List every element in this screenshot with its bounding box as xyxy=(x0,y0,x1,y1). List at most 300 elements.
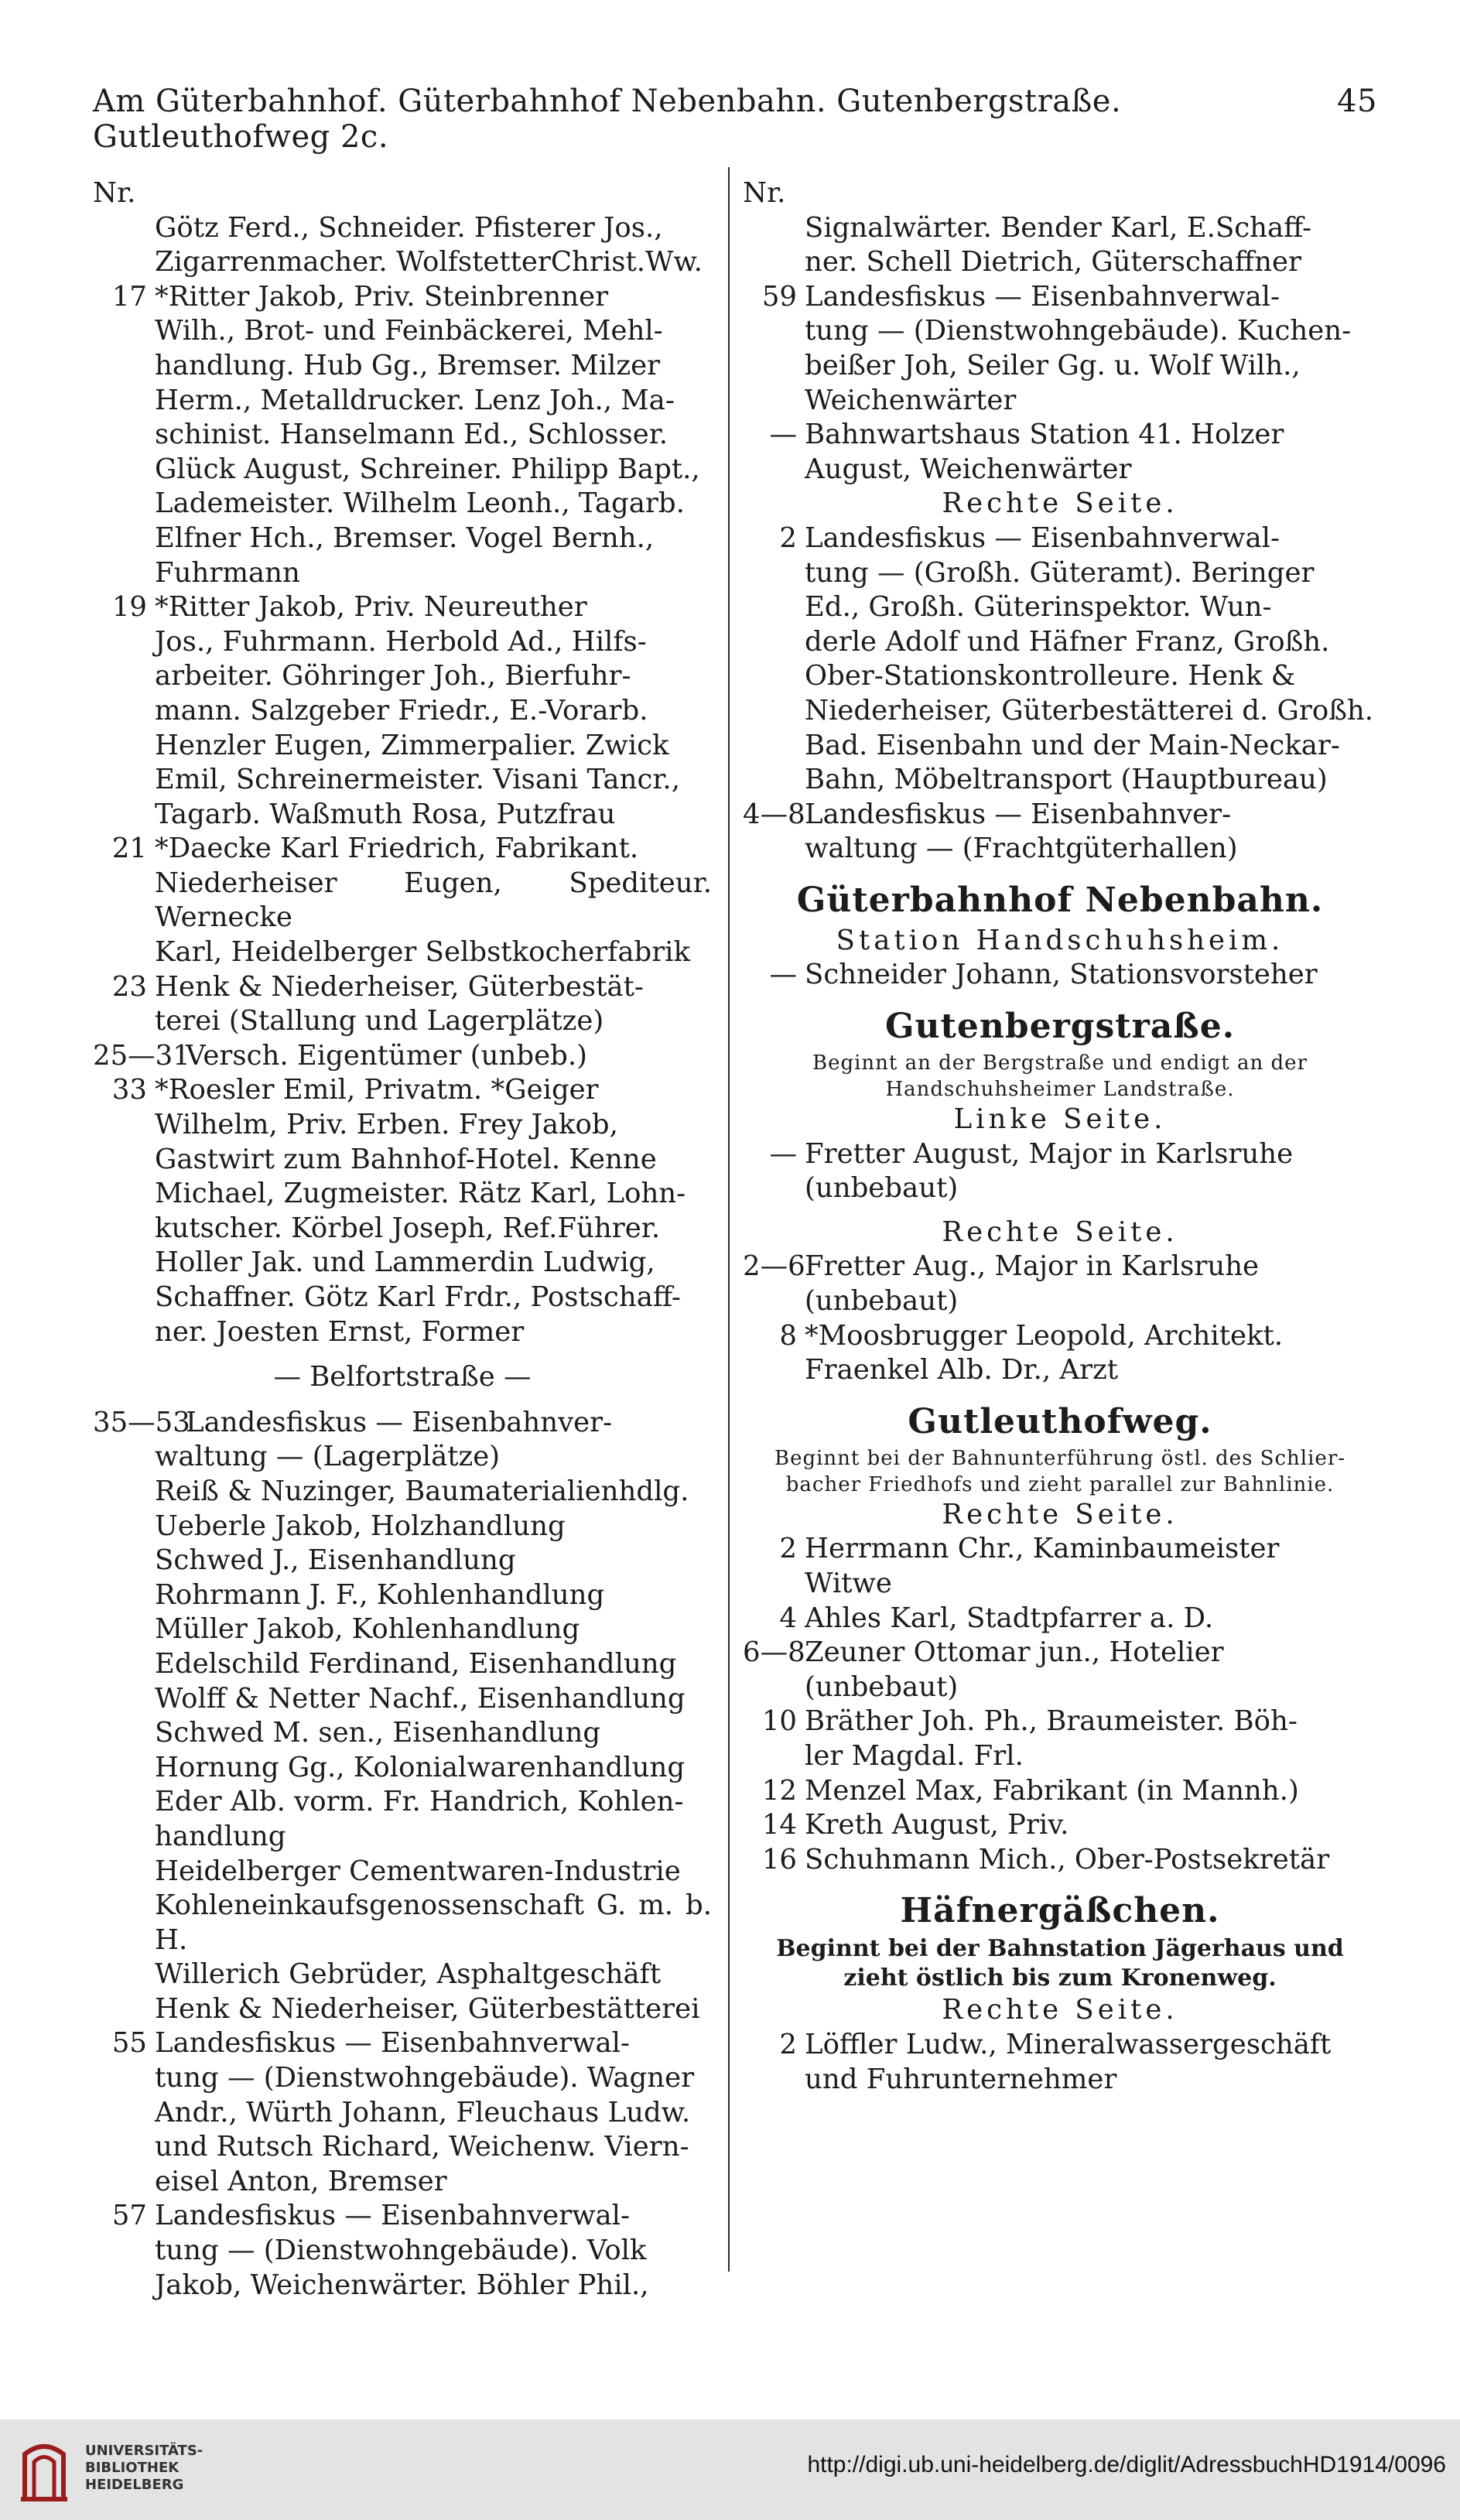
entry-line xyxy=(743,314,1377,349)
entry-text: (unbebaut) xyxy=(805,1172,959,1205)
house-number: 8 xyxy=(779,1319,797,1352)
house-number: 2—6 xyxy=(743,1250,805,1283)
house-number xyxy=(93,453,155,487)
house-number xyxy=(93,935,155,970)
house-number xyxy=(93,2234,155,2269)
entry-text: Karl, Heidelberger Selbstkocherfabrik xyxy=(155,936,691,969)
entry-line xyxy=(93,349,712,384)
entry-line xyxy=(93,1510,712,1544)
entry-text: Schneider Johann, Stationsvorsteher xyxy=(805,959,1318,991)
entry-line xyxy=(93,453,712,487)
entry-line xyxy=(743,590,1377,625)
house-number xyxy=(93,2269,155,2303)
entry-line xyxy=(93,832,712,867)
entry-text: Lademeister. Wilhelm Leonh., Tagarb. xyxy=(155,487,685,520)
library-name-line: HEIDELBERG xyxy=(85,2477,184,2493)
entry-text: Kreth August, Priv. xyxy=(805,1809,1069,1841)
entry-text: handlung xyxy=(155,1820,286,1852)
house-number xyxy=(743,349,805,384)
entry-line xyxy=(93,694,712,729)
entry-line xyxy=(93,1992,712,2027)
entry-text: Willerich Gebrüder, Asphaltgeschäft xyxy=(155,1958,662,1991)
entry-line xyxy=(93,1246,712,1281)
entry-line xyxy=(93,211,712,246)
entry-line xyxy=(93,1073,712,1108)
right-entries-2 xyxy=(743,521,1377,867)
entry-line xyxy=(743,349,1377,384)
entry-line xyxy=(93,487,712,521)
side-heading: Rechte Seite. xyxy=(942,487,1178,520)
entry-line xyxy=(93,418,712,453)
entry-text: Landesfiskus — Eisenbahnver- xyxy=(186,1406,613,1438)
entry-text: Henk & Niederheiser, Güterbestät- xyxy=(155,970,644,1003)
house-number xyxy=(93,314,155,349)
entry-line xyxy=(743,729,1377,764)
entry-line xyxy=(743,1602,1377,1636)
entry-text: handlung. Hub Gg., Bremser. Milzer xyxy=(155,349,661,381)
entry-text: kutscher. Körbel Joseph, Ref.Führer. xyxy=(155,1212,661,1244)
house-number xyxy=(93,1958,155,1992)
street-note: Beginnt bei der Bahnunterführung östl. des Schlier- xyxy=(774,1446,1346,1470)
house-number: — xyxy=(769,419,797,451)
footer-bar xyxy=(0,2419,1460,2520)
street-heading: Gutenbergstraße. xyxy=(884,1007,1236,1047)
entry-line xyxy=(743,1739,1377,1774)
entry-text: Michael, Zugmeister. Rätz Karl, Lohn- xyxy=(155,1178,686,1210)
entry-text: Herrmann Chr., Kaminbaumeister xyxy=(805,1533,1280,1565)
entry-text: Reiß & Nuzinger, Baumaterialienhdlg. xyxy=(155,1475,689,1507)
house-number: 25—31 xyxy=(93,1039,190,1072)
house-number: 4 xyxy=(779,1602,797,1634)
entry-text: (unbebaut) xyxy=(805,1285,959,1318)
entry-text: Bahnwartshaus Station 41. Holzer xyxy=(805,419,1284,451)
house-number xyxy=(93,245,155,280)
entry-line xyxy=(93,1647,712,1682)
entry-text: Henk & Niederheiser, Güterbestätterei xyxy=(155,1992,700,2025)
entry-line xyxy=(93,1177,712,1212)
entry-line xyxy=(93,1820,712,1855)
house-number: 16 xyxy=(761,1843,797,1875)
house-number xyxy=(93,487,155,521)
entry-line xyxy=(93,1544,712,1578)
house-number xyxy=(743,832,805,867)
entry-text: und Fuhrunternehmer xyxy=(805,2063,1117,2095)
house-number: 59 xyxy=(761,280,797,313)
entry-line xyxy=(743,1843,1377,1878)
street-entries xyxy=(743,958,1377,993)
column-number-label: Nr. xyxy=(93,177,136,209)
house-number xyxy=(93,2130,155,2165)
left-entries-2 xyxy=(93,1406,712,2303)
entry-text: Niederheiser, Güterbestätterei d. Großh. xyxy=(805,694,1374,727)
house-number xyxy=(93,867,155,935)
entry-text: Elfner Hch., Bremser. Vogel Bernh., xyxy=(155,521,655,554)
entry-line xyxy=(93,1143,712,1178)
left-entries xyxy=(93,211,712,1350)
side-heading: Rechte Seite. xyxy=(942,1498,1178,1530)
house-number xyxy=(743,763,805,798)
entry-line xyxy=(743,1532,1377,1567)
entry-text: terei (Stallung und Lagerplätze) xyxy=(155,1005,604,1038)
house-number xyxy=(93,521,155,556)
entry-line xyxy=(743,625,1377,660)
entry-text: Holler Jak. und Lammerdin Ludwig, xyxy=(155,1246,655,1279)
side-heading: Rechte Seite. xyxy=(942,1216,1178,1248)
entry-line xyxy=(93,659,712,694)
entry-text: Fretter August, Major in Karlsruhe xyxy=(805,1137,1294,1170)
house-number: 12 xyxy=(761,1774,797,1807)
house-number: 14 xyxy=(761,1809,797,1841)
house-number xyxy=(93,1281,155,1315)
house-number xyxy=(743,1739,805,1774)
house-number: 23 xyxy=(111,970,147,1003)
street-entries xyxy=(743,1532,1377,1877)
house-number xyxy=(93,556,155,591)
entry-line xyxy=(743,556,1377,591)
house-number xyxy=(743,453,805,487)
house-number: — xyxy=(769,959,797,991)
entry-line xyxy=(743,1705,1377,1739)
entry-text: Jakob, Weichenwärter. Böhler Phil., xyxy=(155,2269,649,2301)
entry-text: Henzler Eugen, Zimmerpalier. Zwick xyxy=(155,729,669,761)
house-number xyxy=(93,729,155,764)
house-number xyxy=(93,1751,155,1786)
entry-line xyxy=(93,2234,712,2269)
house-number xyxy=(93,2165,155,2200)
entry-text: Niederheiser Eugen, Spediteur. Wernecke xyxy=(155,867,712,934)
entry-text: Fuhrmann xyxy=(155,556,300,589)
column-divider xyxy=(728,167,730,2272)
entry-text: tung — (Dienstwohngebäude). Kuchen- xyxy=(805,315,1352,347)
house-number xyxy=(93,1246,155,1281)
house-number xyxy=(93,349,155,384)
entry-line xyxy=(93,1004,712,1039)
house-number: 57 xyxy=(111,2200,147,2232)
entry-line xyxy=(93,1440,712,1475)
entry-line xyxy=(93,1785,712,1820)
house-number xyxy=(93,1820,155,1855)
entry-line xyxy=(93,2165,712,2200)
entry-text: Wilhelm, Priv. Erben. Frey Jakob, xyxy=(155,1109,618,1141)
library-logo-icon xyxy=(17,2435,71,2505)
entry-line xyxy=(93,2199,712,2234)
entry-text: Landesfiskus — Eisenbahnverwal- xyxy=(805,280,1280,313)
street-note: Beginnt an der Bergstraße und endigt an der xyxy=(812,1051,1308,1075)
entry-line xyxy=(743,1774,1377,1809)
entry-text: *Ritter Jakob, Priv. Neureuther xyxy=(155,591,587,624)
entry-line xyxy=(93,1855,712,1889)
entry-text: Hornung Gg., Kolonialwarenhandlung xyxy=(155,1751,686,1783)
entry-line xyxy=(743,958,1377,993)
house-number xyxy=(743,729,805,764)
entry-text: Bräther Joh. Ph., Braumeister. Böh- xyxy=(805,1705,1298,1738)
house-number xyxy=(743,2063,805,2098)
entry-text: August, Weichenwärter xyxy=(805,453,1132,485)
entry-text: Götz Ferd., Schneider. Pfisterer Jos., xyxy=(155,211,663,244)
entry-text: Wolff & Netter Nachf., Eisenhandlung xyxy=(155,1682,686,1715)
running-title: Am Güterbahnhof. Güterbahnhof Nebenbahn. Gutenbergstraße. Gutleuthofweg 2c. xyxy=(93,84,1122,155)
house-number xyxy=(93,1647,155,1682)
entry-text: derle Adolf und Häfner Franz, Großh. xyxy=(805,625,1330,658)
house-number xyxy=(93,1315,155,1350)
entry-text: Herm., Metalldrucker. Lenz Joh., Ma- xyxy=(155,384,675,416)
entry-text: ner. Schell Dietrich, Güterschaffner xyxy=(805,246,1301,279)
house-number xyxy=(93,1785,155,1820)
entry-text: Tagarb. Waßmuth Rosa, Putzfrau xyxy=(155,798,616,830)
entry-text: Signalwärter. Bender Karl, E.Schaff- xyxy=(805,211,1312,244)
house-number xyxy=(93,1177,155,1212)
entry-text: Schuhmann Mich., Ober-Postsekretär xyxy=(805,1843,1330,1875)
entry-text: *Moosbrugger Leopold, Architekt. xyxy=(805,1319,1284,1352)
house-number: 6—8 xyxy=(743,1636,805,1669)
house-number xyxy=(93,1212,155,1246)
house-number xyxy=(93,418,155,453)
entry-line xyxy=(93,1716,712,1751)
house-number xyxy=(743,556,805,591)
house-number xyxy=(93,1682,155,1717)
house-number: 33 xyxy=(111,1074,147,1106)
entry-text: Menzel Max, Fabrikant (in Mannh.) xyxy=(805,1774,1299,1807)
entry-line xyxy=(743,418,1377,453)
street-entries xyxy=(743,2028,1377,2097)
house-number xyxy=(743,694,805,729)
entry-line xyxy=(93,1612,712,1647)
side-heading: Linke Seite. xyxy=(953,1103,1167,1136)
entry-line xyxy=(743,521,1377,556)
entry-line xyxy=(93,1682,712,1717)
entry-text: tung — (Dienstwohngebäude). Volk xyxy=(155,2234,647,2267)
entry-line xyxy=(743,245,1377,280)
street-note: Handschuhsheimer Landstraße. xyxy=(885,1078,1235,1102)
entry-line xyxy=(93,2026,712,2061)
entry-text: Ed., Großh. Güterinspektor. Wun- xyxy=(805,591,1272,624)
column-number-label: Nr. xyxy=(743,177,786,209)
entry-text: Heidelberger Cementwaren-Industrie xyxy=(155,1855,681,1887)
entry-text: Fraenkel Alb. Dr., Arzt xyxy=(805,1354,1119,1387)
entry-text: Ahles Karl, Stadtpfarrer a. D. xyxy=(805,1602,1214,1634)
entry-text: eisel Anton, Bremser xyxy=(155,2165,447,2197)
street-note: bacher Friedhofs und zieht parallel zur Bahnlinie. xyxy=(785,1472,1335,1496)
entry-text: Jos., Fuhrmann. Herbold Ad., Hilfs- xyxy=(155,625,647,658)
house-number: 21 xyxy=(111,833,147,865)
house-number xyxy=(93,1440,155,1475)
entry-text: Versch. Eigentümer (unbeb.) xyxy=(186,1039,587,1072)
entry-line xyxy=(93,798,712,833)
house-number xyxy=(93,1475,155,1510)
entry-line xyxy=(743,211,1377,246)
library-name-line: UNIVERSITÄTS- xyxy=(85,2443,203,2459)
entry-line xyxy=(743,659,1377,694)
library-name-line: BIBLIOTHEK xyxy=(85,2460,180,2476)
entry-line xyxy=(93,1039,712,1074)
entry-text: Zigarrenmacher. WolfstetterChrist.Ww. xyxy=(155,246,703,279)
house-number: 4—8 xyxy=(743,798,805,830)
entry-line xyxy=(93,384,712,419)
house-number xyxy=(743,211,805,246)
entry-line xyxy=(743,280,1377,315)
entry-text: Bad. Eisenbahn und der Main-Neckar- xyxy=(805,729,1340,761)
entry-line xyxy=(93,867,712,935)
house-number xyxy=(93,1992,155,2027)
entry-text: Emil, Schreinermeister. Visani Tancr., xyxy=(155,764,680,796)
entry-text: Gastwirt zum Bahnhof-Hotel. Kenne xyxy=(155,1143,657,1175)
entry-text: Landesfiskus — Eisenbahnverwal- xyxy=(155,2027,631,2060)
street-note: zieht östlich bis zum Kronenweg. xyxy=(843,1964,1277,1992)
entry-line xyxy=(743,1137,1377,1172)
entry-text: Witwe xyxy=(805,1568,892,1599)
entry-text: Eder Alb. vorm. Fr. Handrich, Kohlen- xyxy=(155,1786,684,1818)
side-heading: Rechte Seite. xyxy=(942,1994,1178,2026)
entry-line xyxy=(93,1315,712,1350)
entry-text: waltung — (Frachtgüterhallen) xyxy=(805,833,1238,865)
entry-line xyxy=(743,1319,1377,1354)
entry-text: Schwed J., Eisenhandlung xyxy=(155,1544,516,1577)
entry-line xyxy=(93,314,712,349)
house-number xyxy=(743,1284,805,1319)
entry-text: ner. Joesten Ernst, Former xyxy=(155,1315,525,1348)
entry-line xyxy=(743,1171,1377,1206)
street-heading: Gutleuthofweg. xyxy=(908,1401,1212,1441)
entry-text: arbeiter. Göhringer Joh., Bierfuhr- xyxy=(155,660,631,692)
house-number: 2 xyxy=(779,1533,797,1565)
entry-line xyxy=(743,694,1377,729)
house-number xyxy=(93,659,155,694)
entry-line xyxy=(743,1353,1377,1388)
entry-text: ler Magdal. Frl. xyxy=(805,1739,1024,1772)
entry-line xyxy=(743,1567,1377,1602)
house-number xyxy=(93,1889,155,1958)
library-name xyxy=(85,2443,203,2494)
entry-text: tung — (Dienstwohngebäude). Wagner xyxy=(155,2062,695,2094)
house-number xyxy=(93,211,155,246)
entry-line xyxy=(93,1958,712,1992)
entry-line xyxy=(93,1889,712,1958)
entry-line xyxy=(743,798,1377,833)
source-url-link[interactable]: http://digi.ub.uni-heidelberg.de/diglit/AdressbuchHD1914/0096 xyxy=(807,2452,1446,2477)
house-number xyxy=(93,1578,155,1613)
house-number xyxy=(93,384,155,419)
house-number xyxy=(93,1108,155,1143)
house-number: 2 xyxy=(779,521,797,554)
house-number xyxy=(743,1353,805,1388)
street-entries xyxy=(743,1250,1377,1387)
house-number xyxy=(93,1544,155,1578)
entry-text: Kohleneinkaufsgenossenschaft G. m. b. H. xyxy=(155,1889,712,1956)
entry-line xyxy=(743,2063,1377,2098)
street-heading: Güterbahnhof Nebenbahn. xyxy=(796,880,1324,920)
entry-line xyxy=(93,245,712,280)
entry-text: Glück August, Schreiner. Philipp Bapt., xyxy=(155,453,700,485)
entry-text: Landesfiskus — Eisenbahnverwal- xyxy=(805,521,1280,554)
house-number: 19 xyxy=(111,591,147,624)
entry-line xyxy=(93,521,712,556)
entry-line xyxy=(743,1284,1377,1319)
house-number xyxy=(743,245,805,280)
house-number xyxy=(93,2061,155,2096)
house-number xyxy=(93,798,155,833)
house-number: 10 xyxy=(761,1705,797,1738)
entry-line xyxy=(93,763,712,798)
entry-line xyxy=(743,1250,1377,1284)
house-number xyxy=(743,1567,805,1602)
house-number: 55 xyxy=(111,2027,147,2060)
entry-text: *Ritter Jakob, Priv. Steinbrenner xyxy=(155,280,609,313)
page-header xyxy=(93,84,1377,155)
entry-text: und Rutsch Richard, Weichenw. Viern- xyxy=(155,2131,689,2163)
house-number xyxy=(743,314,805,349)
page-number: 45 xyxy=(1337,84,1377,119)
entry-line xyxy=(93,970,712,1005)
entry-line xyxy=(93,590,712,625)
house-number xyxy=(93,1510,155,1544)
entry-line xyxy=(93,729,712,764)
entry-line xyxy=(93,2130,712,2165)
cross-street-separator: — Belfortstraße — xyxy=(273,1361,532,1393)
entry-line xyxy=(93,556,712,591)
entry-line xyxy=(93,1406,712,1441)
entry-line xyxy=(743,1670,1377,1705)
house-number: 17 xyxy=(111,280,147,313)
entry-line xyxy=(93,1212,712,1246)
entry-line xyxy=(93,1475,712,1510)
house-number xyxy=(93,694,155,729)
entry-text: (unbebaut) xyxy=(805,1670,959,1703)
entry-text: Wilh., Brot- und Feinbäckerei, Mehl- xyxy=(155,315,663,347)
entry-line xyxy=(743,1808,1377,1843)
entry-text: Zeuner Ottomar jun., Hotelier xyxy=(805,1636,1224,1669)
entry-text: Ober-Stationskontrolleure. Henk & xyxy=(805,660,1296,692)
entry-text: Löffler Ludw., Mineralwassergeschäft xyxy=(805,2028,1332,2060)
house-number xyxy=(93,625,155,660)
house-number xyxy=(743,590,805,625)
entry-text: mann. Salzgeber Friedr., E.-Vorarb. xyxy=(155,694,648,727)
entry-text: *Daecke Karl Friedrich, Fabrikant. xyxy=(155,833,639,865)
entry-line xyxy=(93,2096,712,2131)
entry-line xyxy=(93,935,712,970)
entry-text: schinist. Hanselmann Ed., Schlosser. xyxy=(155,419,668,451)
entry-line xyxy=(743,2028,1377,2063)
house-number: 2 xyxy=(779,2028,797,2060)
entry-text: Andr., Würth Johann, Fleuchaus Ludw. xyxy=(155,2096,691,2128)
entry-line xyxy=(93,1281,712,1315)
entry-line xyxy=(743,384,1377,419)
street-entries xyxy=(743,1137,1377,1206)
entry-line xyxy=(93,2061,712,2096)
entry-text: Müller Jakob, Kohlenhandlung xyxy=(155,1613,580,1646)
entry-text: tung — (Großh. Güteramt). Beringer xyxy=(805,556,1315,589)
entry-line xyxy=(93,1751,712,1786)
entry-text: waltung — (Lagerplätze) xyxy=(155,1441,501,1473)
entry-text: *Roesler Emil, Privatm. *Geiger xyxy=(155,1074,599,1106)
entry-line xyxy=(743,1636,1377,1670)
entry-text: Schwed M. sen., Eisenhandlung xyxy=(155,1717,601,1749)
house-number xyxy=(93,1855,155,1889)
entry-text: Ueberle Jakob, Holzhandlung xyxy=(155,1510,566,1542)
entry-line xyxy=(743,832,1377,867)
house-number xyxy=(743,1670,805,1705)
right-column xyxy=(743,176,1377,2097)
house-number xyxy=(743,1171,805,1206)
entry-text: beißer Joh, Seiler Gg. u. Wolf Wilh., xyxy=(805,349,1301,381)
entry-text: Schaffner. Götz Karl Frdr., Postschaff- xyxy=(155,1281,681,1313)
house-number xyxy=(93,2096,155,2131)
entry-text: Landesfiskus — Eisenbahnverwal- xyxy=(155,2200,631,2232)
entry-text: Bahn, Möbeltransport (Hauptbureau) xyxy=(805,764,1328,796)
entry-line xyxy=(93,280,712,315)
house-number xyxy=(93,1612,155,1647)
house-number xyxy=(93,1716,155,1751)
left-column xyxy=(93,176,712,2303)
